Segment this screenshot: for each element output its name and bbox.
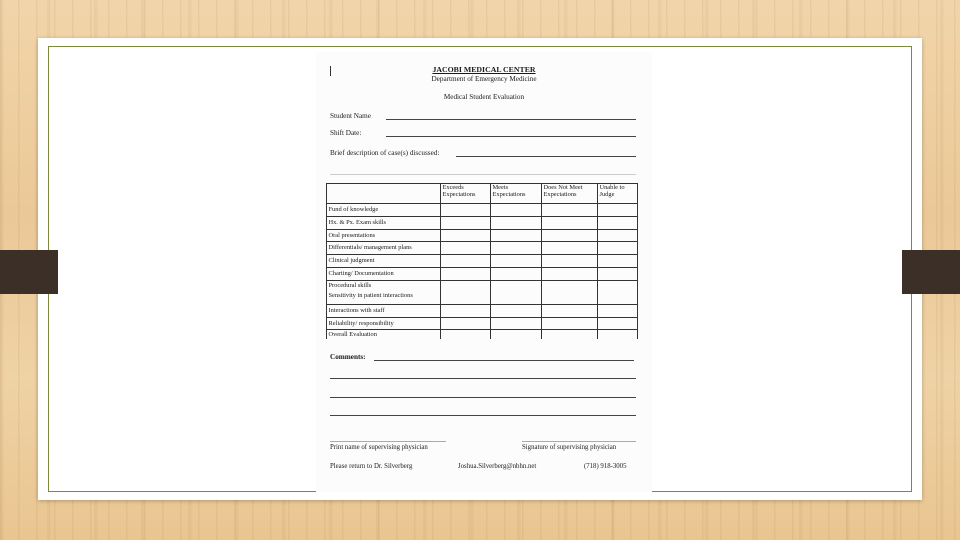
comments-line — [330, 397, 636, 398]
comments-line — [330, 378, 636, 379]
comments-label: Comments: — [330, 353, 366, 361]
rating-cell — [598, 267, 638, 280]
criterion-label: Charting/ Documentation — [327, 267, 441, 280]
rating-cell — [542, 229, 598, 242]
criterion-label: Procedural skills — [328, 281, 372, 289]
rating-cell — [491, 317, 542, 330]
form-title: Medical Student Evaluation — [443, 93, 525, 101]
criterion-label: Sensitivity in patient interactions — [328, 292, 413, 300]
rating-cell — [542, 267, 598, 280]
criterion-label: Reliability/ responsibility — [327, 317, 441, 330]
rating-cell — [598, 330, 638, 340]
shift-date-field — [330, 129, 361, 137]
institution-name: JACOBI MEDICAL CENTER — [432, 65, 536, 74]
criterion-label: Oral presentations — [327, 229, 441, 242]
table-row — [327, 267, 638, 280]
table-header-cell: Exceeds Expectations — [441, 184, 491, 204]
table-row — [327, 242, 638, 255]
signature-label: Signature of supervising physician — [522, 444, 617, 451]
rating-cell — [598, 255, 638, 268]
table-row — [327, 280, 638, 304]
rating-cell — [491, 204, 542, 217]
rating-cell — [441, 267, 491, 280]
criterion-label: Overall Evaluation — [327, 330, 441, 340]
rating-cell — [491, 242, 542, 255]
student-name-label: Student Name — [330, 112, 371, 120]
rating-cell — [598, 204, 638, 217]
section-divider — [330, 174, 636, 175]
table-row — [327, 204, 638, 217]
rating-cell — [441, 280, 491, 304]
return-to-text: Please return to Dr. Silverberg — [330, 463, 413, 470]
rating-cell — [441, 317, 491, 330]
criterion-label: Interactions with staff — [327, 304, 441, 317]
rating-cell — [441, 242, 491, 255]
table-header-cell: Does Not Meet Expectations — [542, 184, 598, 204]
rating-cell — [542, 255, 598, 268]
criterion-label: Differentials/ management plans — [327, 242, 441, 255]
rating-cell — [598, 317, 638, 330]
case-description-field — [330, 149, 439, 157]
table-header-cell: Unable to Judge — [598, 184, 638, 204]
table-row — [327, 255, 638, 268]
table-row — [327, 216, 638, 229]
rating-cell — [441, 255, 491, 268]
criterion-label: Clinical judgment — [327, 255, 441, 268]
rating-cell — [491, 216, 542, 229]
rating-cell — [542, 280, 598, 304]
table-header-cell — [327, 184, 441, 204]
rating-cell — [542, 317, 598, 330]
rating-cell — [598, 304, 638, 317]
rating-cell — [441, 204, 491, 217]
case-description-line — [456, 156, 636, 157]
print-name-line — [330, 441, 446, 442]
rating-cell — [542, 242, 598, 255]
rating-cell — [542, 204, 598, 217]
table-row — [327, 330, 638, 340]
print-name-label: Print name of supervising physician — [330, 444, 428, 451]
rating-cell — [491, 255, 542, 268]
rating-cell — [441, 330, 491, 340]
department-name: Department of Emergency Medicine — [431, 75, 537, 83]
rating-cell — [491, 304, 542, 317]
criterion-label: Fund of knowledge — [327, 204, 441, 217]
shift-date-label: Shift Date: — [330, 129, 362, 137]
table-header-cell: Meets Expectations — [491, 184, 542, 204]
left-accent-tab — [0, 250, 58, 294]
rating-cell — [441, 304, 491, 317]
evaluation-table — [326, 183, 638, 339]
rating-cell — [491, 229, 542, 242]
rating-cell — [542, 304, 598, 317]
rating-cell — [491, 330, 542, 340]
rating-cell — [542, 216, 598, 229]
rating-cell — [598, 216, 638, 229]
shift-date-line — [386, 136, 636, 137]
criterion-label: Hx. & Px. Exam skills — [327, 216, 441, 229]
table-row — [327, 317, 638, 330]
table-row — [327, 229, 638, 242]
student-name-line — [386, 119, 636, 120]
rating-cell — [441, 216, 491, 229]
evaluation-form-document — [316, 52, 652, 492]
rating-cell — [542, 330, 598, 340]
comments-line — [374, 360, 634, 361]
table-header-row — [327, 184, 638, 204]
signature-line — [522, 441, 636, 442]
right-accent-tab — [902, 250, 960, 294]
rating-cell — [598, 280, 638, 304]
rating-cell — [491, 280, 542, 304]
criterion-label-group — [327, 280, 441, 304]
student-name-field — [330, 112, 371, 120]
table-row — [327, 304, 638, 317]
comments-line — [330, 415, 636, 416]
case-description-label: Brief description of case(s) discussed: — [330, 149, 440, 157]
rating-cell — [441, 229, 491, 242]
contact-email: Joshua.Silverberg@nbhn.net — [458, 463, 537, 470]
contact-phone: (718) 918-3005 — [584, 463, 627, 470]
rating-cell — [491, 267, 542, 280]
rating-cell — [598, 229, 638, 242]
rating-cell — [598, 242, 638, 255]
